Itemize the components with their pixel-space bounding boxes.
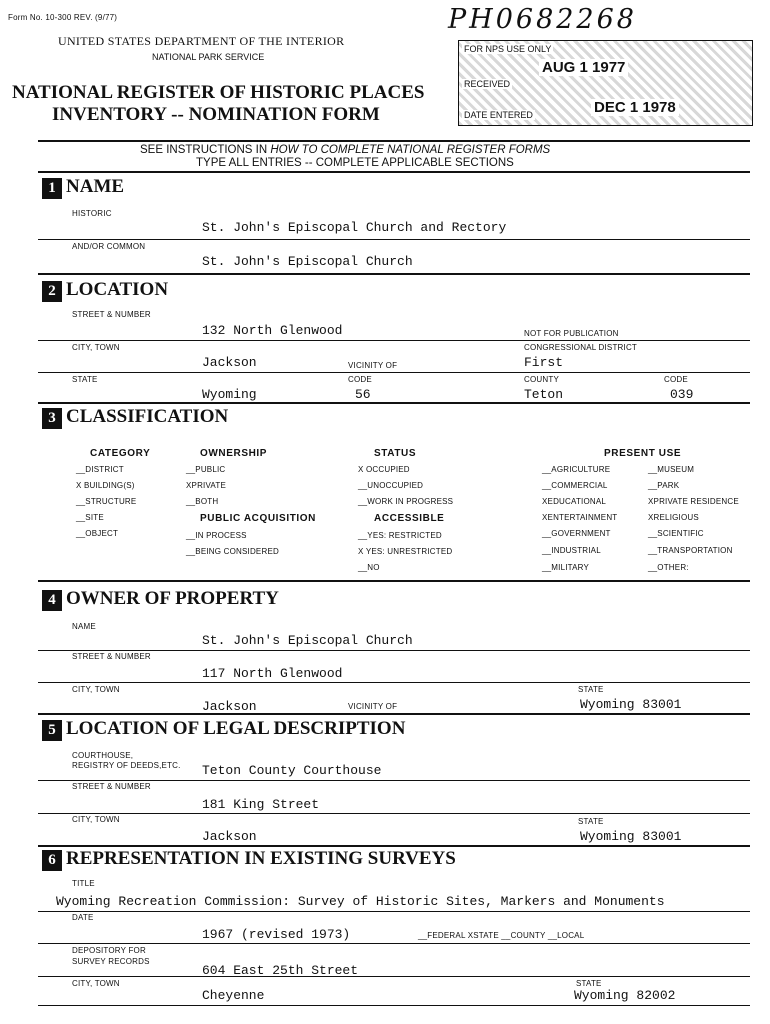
instructions-line2: TYPE ALL ENTRIES -- COMPLETE APPLICABLE SECTIONS [196, 157, 514, 169]
city-label: CITY, TOWN [72, 343, 120, 352]
form-title-line1: NATIONAL REGISTER OF HISTORIC PLACES [12, 82, 425, 103]
owner-city: Jackson [202, 699, 257, 714]
use-option: __TRANSPORTATION [648, 546, 733, 555]
legal-street-label: STREET & NUMBER [72, 782, 151, 791]
use-option: __COMMERCIAL [542, 481, 608, 490]
use-option: __INDUSTRIAL [542, 546, 601, 555]
owner-city-label: CITY, TOWN [72, 685, 120, 694]
section-2-number: 2 [42, 281, 62, 302]
county-label: COUNTY [524, 375, 559, 384]
legal-state: Wyoming 83001 [580, 829, 682, 844]
not-for-publication: NOT FOR PUBLICATION [524, 329, 619, 338]
location-city: Jackson [202, 355, 257, 370]
depository-city-label: CITY, TOWN [72, 979, 120, 988]
form-number: Form No. 10-300 REV. (9/77) [8, 13, 118, 22]
owner-state-label: STATE [578, 685, 604, 694]
legal-street: 181 King Street [202, 797, 320, 812]
date-entered-label: DATE ENTERED [464, 110, 533, 120]
acquisition-option: __BEING CONSIDERED [186, 547, 279, 556]
acquisition-option: __IN PROCESS [186, 531, 247, 540]
section-6-title: REPRESENTATION IN EXISTING SURVEYS [66, 848, 456, 869]
historic-name: St. John's Episcopal Church and Rectory [202, 220, 507, 235]
vicinity-label: VICINITY OF [348, 361, 398, 370]
survey-title: Wyoming Recreation Commission: Survey of Historic Sites, Markers and Monuments [56, 894, 665, 909]
service-name: NATIONAL PARK SERVICE [152, 52, 265, 62]
section-5-number: 5 [42, 720, 62, 741]
depository-label-1: DEPOSITORY FOR [72, 946, 146, 955]
use-option: XEDUCATIONAL [542, 497, 607, 506]
depository-city: Cheyenne [202, 988, 265, 1003]
section-4-number: 4 [42, 590, 62, 611]
section-4-title: OWNER OF PROPERTY [66, 588, 279, 609]
depository-state-label: STATE [576, 979, 602, 988]
section-3-number: 3 [42, 408, 62, 429]
legal-city: Jackson [202, 829, 257, 844]
owner-vicinity-label: VICINITY OF [348, 702, 398, 711]
county-code-label: CODE [664, 375, 688, 384]
congressional-district-label: CONGRESSIONAL DISTRICT [524, 343, 638, 352]
congressional-district: First [524, 355, 564, 370]
owner-street-label: STREET & NUMBER [72, 652, 151, 661]
section-5-title: LOCATION OF LEGAL DESCRIPTION [66, 718, 406, 739]
survey-date-label: DATE [72, 913, 94, 922]
accessible-option: X YES: UNRESTRICTED [358, 547, 453, 556]
public-acquisition-heading: PUBLIC ACQUISITION [200, 513, 316, 524]
status-option: __WORK IN PROGRESS [358, 497, 454, 506]
accessible-option: __NO [358, 563, 380, 572]
status-heading: STATUS [374, 448, 417, 459]
section-3-title: CLASSIFICATION [66, 406, 229, 427]
state-code: 56 [355, 387, 371, 402]
accessible-option: __YES: RESTRICTED [358, 531, 442, 540]
location-street: 132 North Glenwood [202, 323, 343, 338]
courthouse-label-2: REGISTRY OF DEEDS,ETC. [72, 761, 181, 770]
owner-name: St. John's Episcopal Church [202, 633, 413, 648]
state-label: STATE [72, 375, 98, 384]
category-option: __OBJECT [76, 529, 119, 538]
owner-state: Wyoming 83001 [580, 697, 682, 712]
use-option: XPRIVATE RESIDENCE [648, 497, 739, 506]
use-option: __MILITARY [542, 563, 590, 572]
location-county: Teton [524, 387, 564, 402]
depository-label-2: SURVEY RECORDS [72, 957, 150, 966]
survey-date: 1967 (revised 1973) [202, 927, 351, 942]
courthouse: Teton County Courthouse [202, 763, 382, 778]
present-use-heading: PRESENT USE [604, 448, 682, 459]
for-nps-label: FOR NPS USE ONLY [464, 44, 552, 54]
section-1-number: 1 [42, 178, 62, 199]
use-option: __PARK [648, 481, 680, 490]
historic-label: HISTORIC [72, 209, 112, 218]
handwritten-id: PH0682268 [448, 4, 637, 35]
category-option: __DISTRICT [76, 465, 124, 474]
use-option: __AGRICULTURE [542, 465, 611, 474]
section-1-title: NAME [66, 176, 125, 197]
status-option: X OCCUPIED [358, 465, 410, 474]
ownership-heading: OWNERSHIP [200, 448, 268, 459]
category-option: __SITE [76, 513, 104, 522]
ownership-option: XPRIVATE [186, 481, 226, 490]
status-option: __UNOCCUPIED [358, 481, 424, 490]
courthouse-label-1: COURTHOUSE, [72, 751, 134, 760]
accessible-heading: ACCESSIBLE [374, 513, 445, 524]
depository-state: Wyoming 82002 [574, 988, 676, 1003]
nps-use-only-box [458, 40, 753, 126]
received-stamp: AUG 1 1977 [539, 59, 628, 76]
use-option: XENTERTAINMENT [542, 513, 618, 522]
use-option: __MUSEUM [648, 465, 695, 474]
agency-name: UNITED STATES DEPARTMENT OF THE INTERIOR [58, 34, 345, 48]
ownership-option: __PUBLIC [186, 465, 226, 474]
use-option: __GOVERNMENT [542, 529, 611, 538]
street-label: STREET & NUMBER [72, 310, 151, 319]
category-option: X BUILDING(S) [76, 481, 135, 490]
use-option: __SCIENTIFIC [648, 529, 704, 538]
owner-street: 117 North Glenwood [202, 666, 343, 681]
county-code: 039 [670, 387, 694, 402]
section-6-number: 6 [42, 850, 62, 871]
owner-name-label: NAME [72, 622, 96, 631]
ownership-option: __BOTH [186, 497, 219, 506]
code-label: CODE [348, 375, 372, 384]
form-title-line2: INVENTORY -- NOMINATION FORM [52, 104, 380, 125]
survey-title-label: TITLE [72, 879, 95, 888]
category-option: __STRUCTURE [76, 497, 137, 506]
use-option: __OTHER: [648, 563, 689, 572]
location-state: Wyoming [202, 387, 257, 402]
category-heading: CATEGORY [90, 448, 151, 459]
section-2-title: LOCATION [66, 279, 169, 300]
legal-city-label: CITY, TOWN [72, 815, 120, 824]
received-label: RECEIVED [464, 79, 511, 89]
use-option: XRELIGIOUS [648, 513, 699, 522]
common-label: AND/OR COMMON [72, 242, 146, 251]
date-entered-stamp: DEC 1 1978 [591, 99, 679, 116]
depository-address: 604 East 25th Street [202, 963, 359, 978]
legal-state-label: STATE [578, 817, 604, 826]
common-name: St. John's Episcopal Church [202, 254, 413, 269]
survey-levels: __FEDERAL XSTATE __COUNTY __LOCAL [418, 931, 585, 940]
instructions-line1: SEE INSTRUCTIONS IN HOW TO COMPLETE NATIONAL REGISTER FORMS [140, 144, 551, 156]
